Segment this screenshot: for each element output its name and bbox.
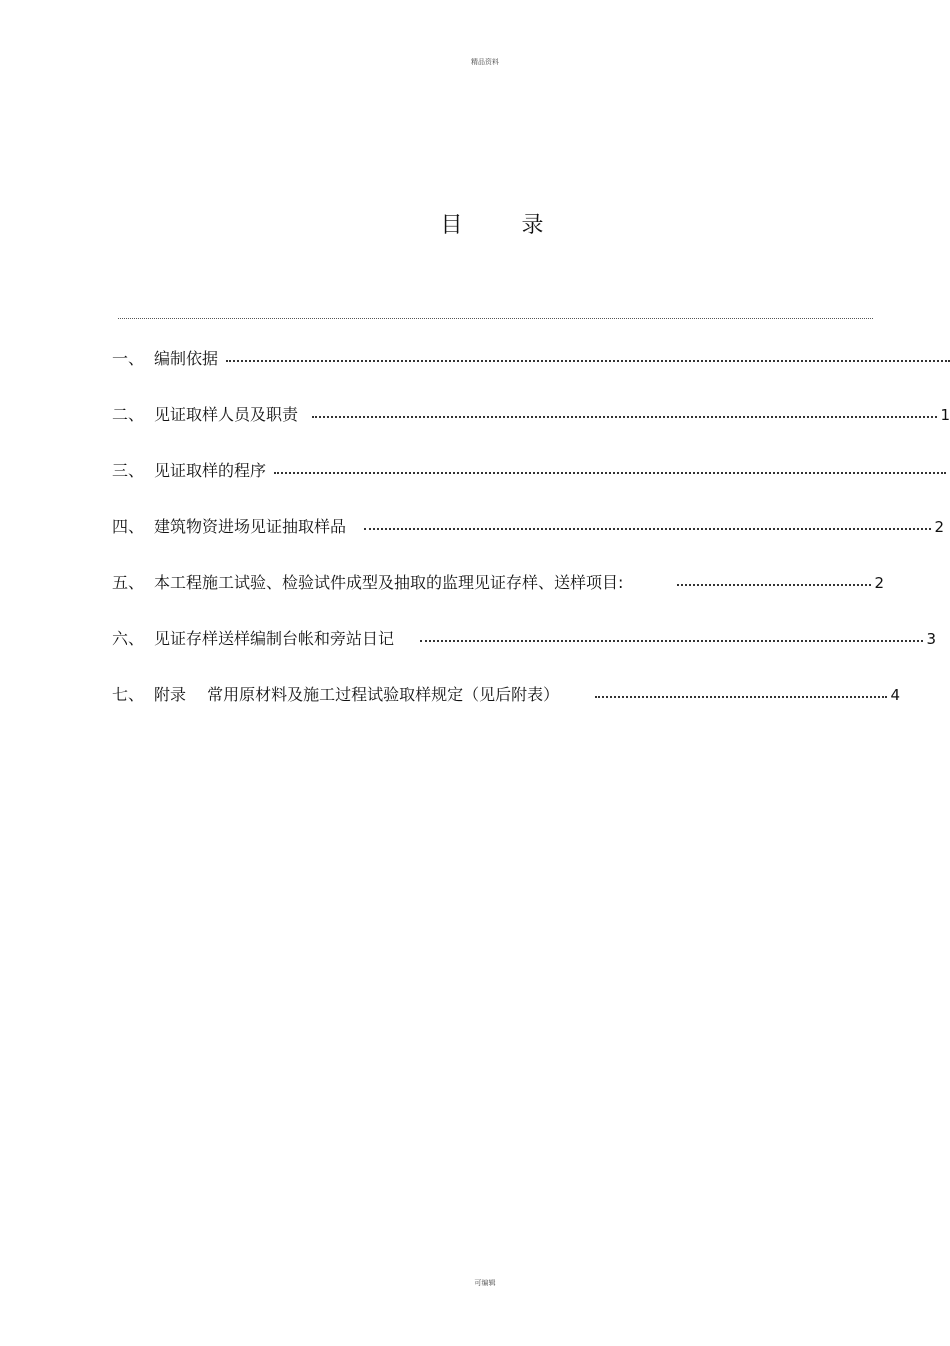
toc-entry-text: 见证取样的程序 [154, 461, 267, 480]
toc-entry-number: 五、 [112, 573, 145, 592]
toc-entry-number: 六、 [112, 629, 145, 648]
page-title: 目 录 [440, 213, 570, 238]
toc-entry-text: 附录 常用原材料及施工过程试验取样规定（见后附表） [154, 685, 560, 704]
toc-entry-2[interactable] [112, 402, 950, 426]
toc-entry-1[interactable] [112, 346, 950, 370]
toc-entry-3[interactable] [112, 458, 946, 482]
toc-entry-text: 见证取样人员及职责 [154, 405, 299, 424]
toc-entry-number: 三、 [112, 461, 145, 480]
toc-leader-dots [420, 639, 923, 642]
toc-entry-page: 3 [926, 630, 936, 648]
dotted-divider [118, 318, 873, 319]
toc-entry-number: 七、 [112, 685, 145, 704]
toc-leader-dots [677, 583, 871, 586]
toc-leader-dots [595, 695, 887, 698]
toc-entry-4[interactable] [112, 514, 944, 538]
toc-entry-text: 见证存样送样编制台帐和旁站日记 [154, 629, 395, 648]
toc-entry-text: 建筑物资进场见证抽取样品 [154, 517, 347, 536]
toc-leader-dots [274, 471, 946, 474]
toc-entry-page: 2 [934, 518, 944, 536]
toc-entry-page: 1 [940, 406, 950, 424]
toc-entry-number: 一、 [112, 349, 145, 368]
toc-entry-number: 二、 [112, 405, 145, 424]
toc-entry-page: 4 [890, 686, 900, 704]
toc-entry-text: 本工程施工试验、检验试件成型及抽取的监理见证存样、送样项目: [154, 573, 624, 592]
toc-entry-7[interactable] [112, 682, 900, 706]
toc-entry-6[interactable] [112, 626, 936, 650]
header-note: 精品资料 [471, 58, 499, 66]
toc-leader-dots [364, 527, 931, 530]
toc-leader-dots [312, 415, 937, 418]
toc-entry-page: 2 [874, 574, 884, 592]
toc-entry-5[interactable] [112, 570, 884, 594]
toc-entry-number: 四、 [112, 517, 145, 536]
toc-leader-dots [226, 359, 950, 362]
toc-entry-text: 编制依据 [154, 349, 219, 368]
footer-note: 可编辑 [474, 1279, 496, 1287]
